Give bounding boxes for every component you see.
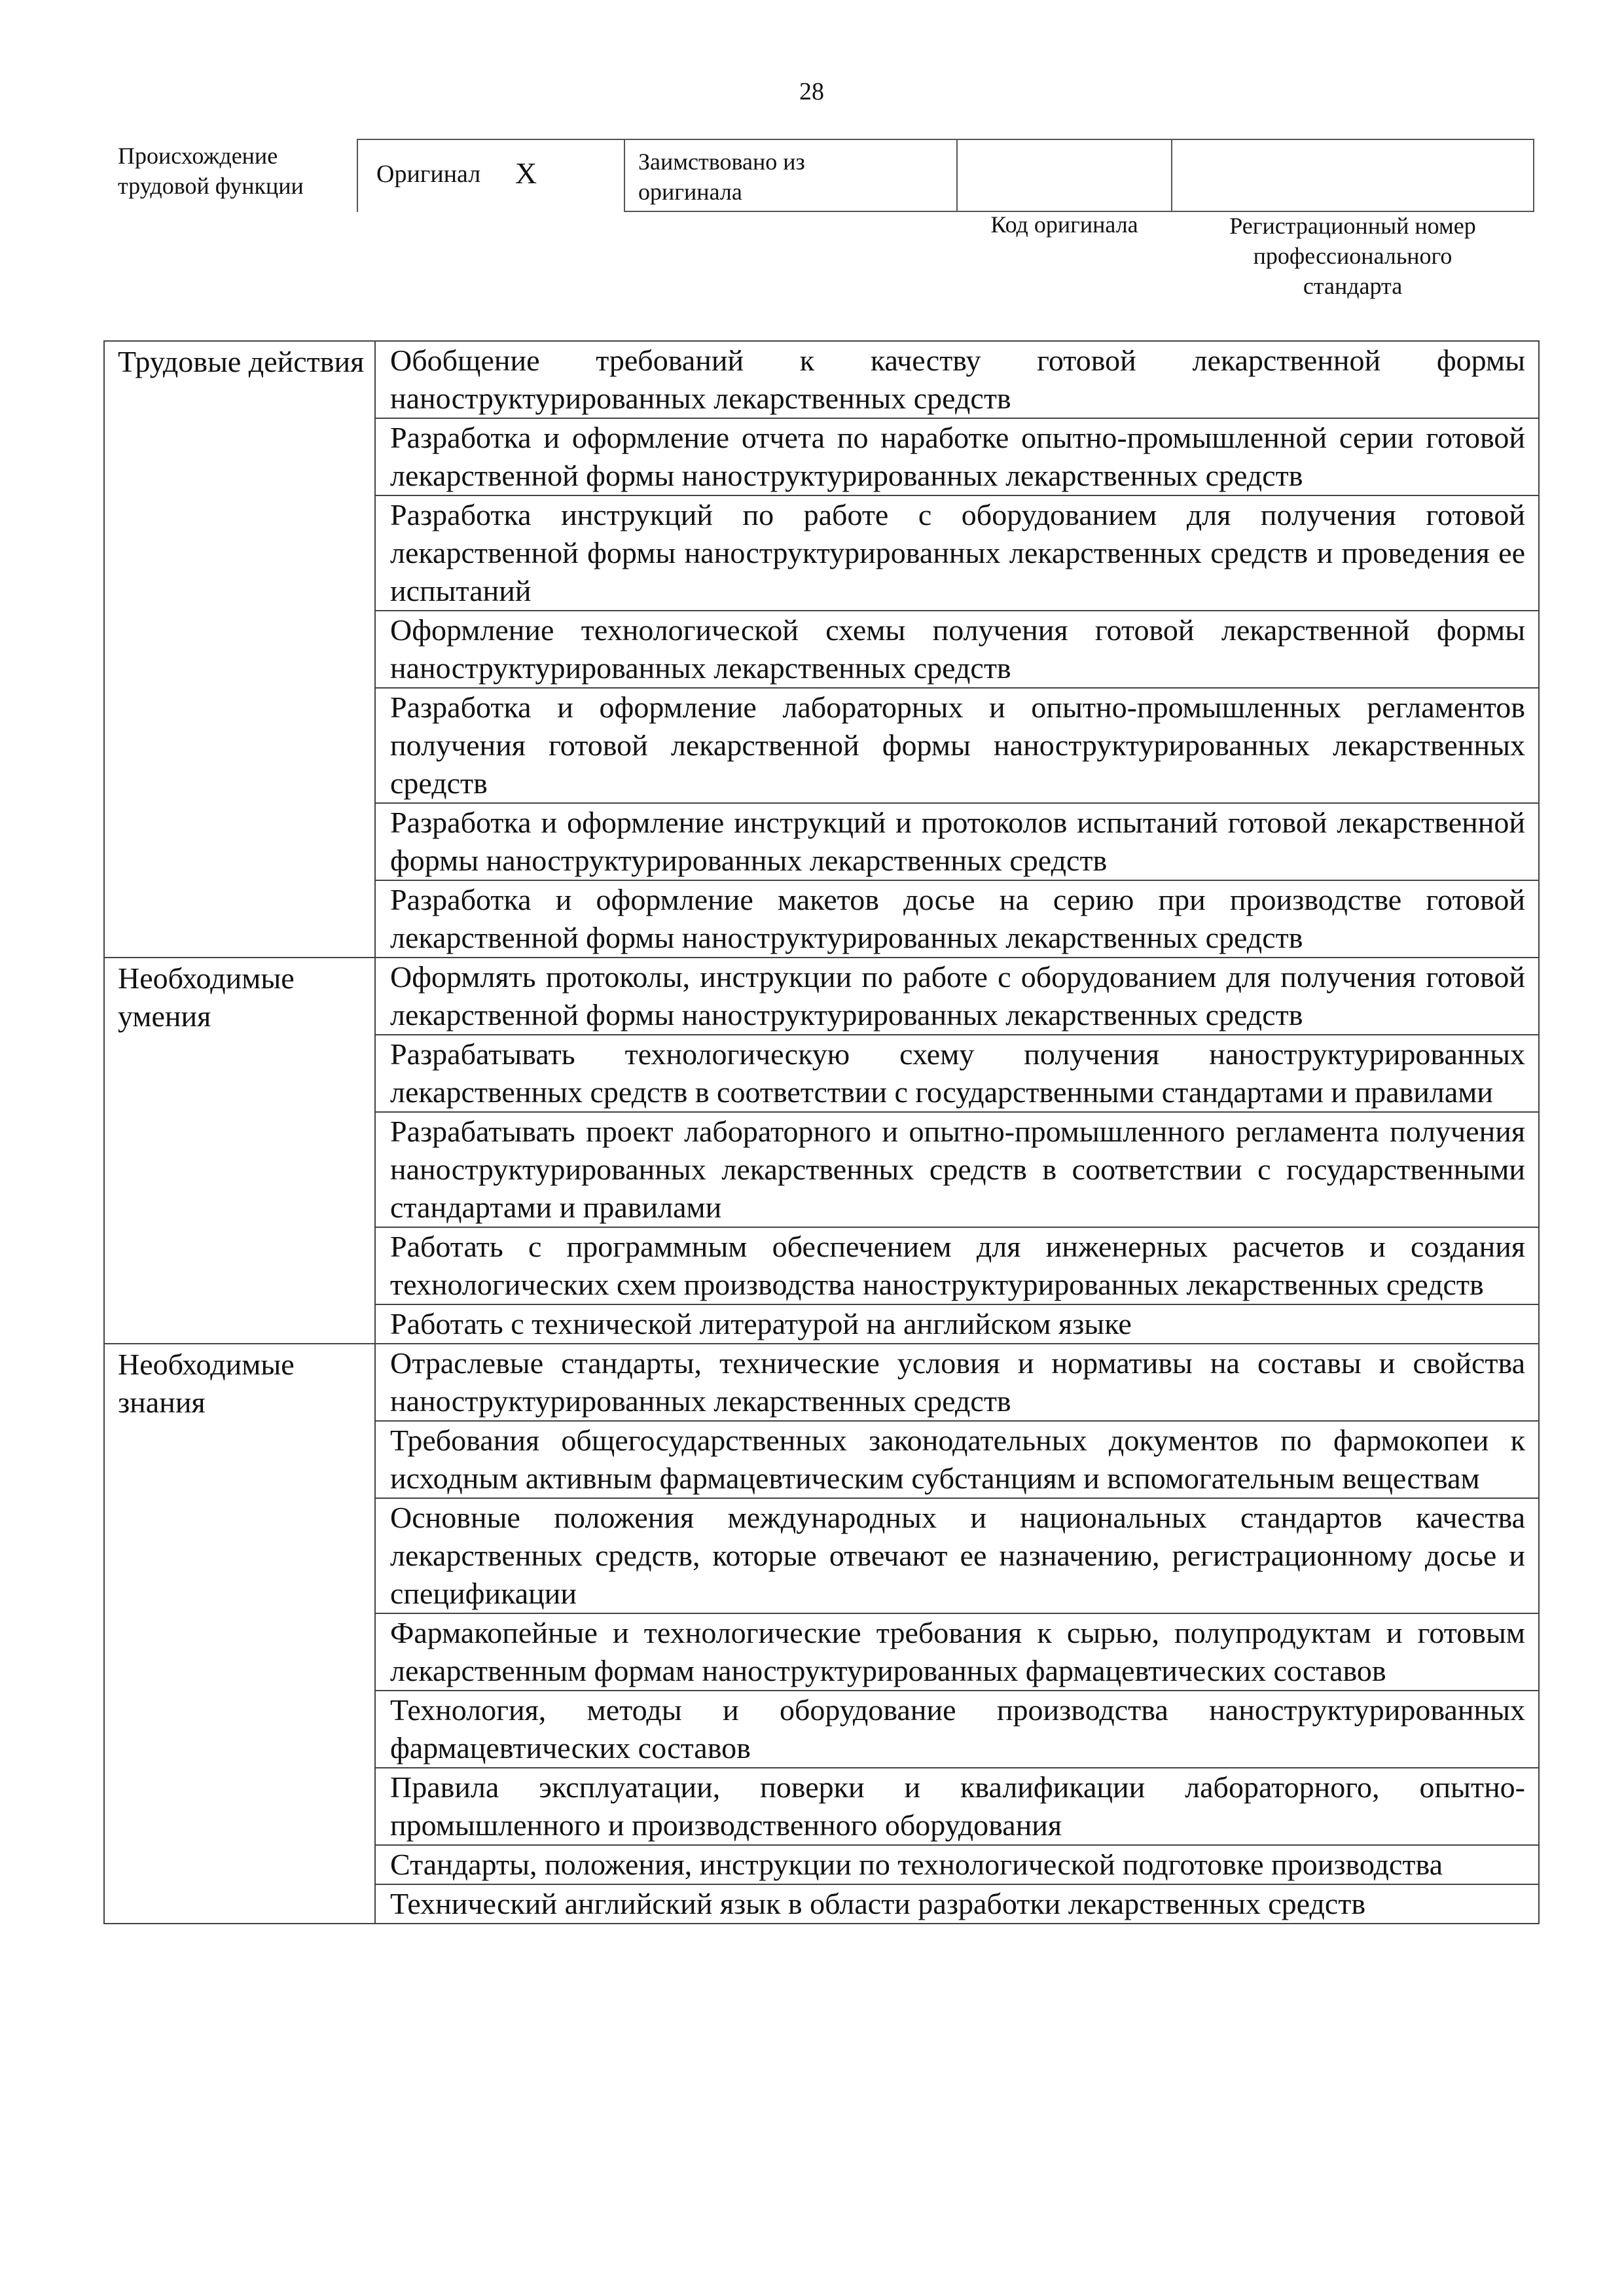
table-cell: Фармакопейные и технологические требования к сырью, полупродуктам и готовым лекарственным формам наноструктурированных фармацевтических составов	[375, 1613, 1539, 1691]
table-cell: Технический английский язык в области разработки лекарственных средств	[375, 1884, 1539, 1924]
table-cell: Разработка и оформление макетов досье на серию при производстве готовой лекарственной формы наноструктурированных лекарственных средств	[375, 880, 1539, 958]
table-cell: Работать с технической литературой на английском языке	[375, 1304, 1539, 1344]
table-cell: Основные положения международных и национальных стандартов качества лекарственных средств, которые отвечают ее назначению, регистрационному досье и спецификации	[375, 1498, 1539, 1613]
original-code-box	[956, 139, 1172, 212]
table-cell: Обобщение требований к качеству готовой лекарственной формы наноструктурированных лекарственных средств	[375, 341, 1539, 418]
original-label: Оригинал	[376, 160, 481, 188]
code-caption: Код оригинала	[990, 211, 1138, 238]
registration-caption-line: Регистрационный номер	[1229, 213, 1476, 239]
table-cell: Отраслевые стандарты, технические условия и нормативы на составы и свойства наноструктурированных лекарственных средств	[375, 1344, 1539, 1421]
table-cell: Требования общегосударственных законодательных документов по фармокопеи к исходным активным фармацевтическим субстанциям и вспомогательным веществам	[375, 1421, 1539, 1498]
table-row	[104, 958, 1539, 1035]
section-title-actions: Трудовые действия	[104, 341, 375, 958]
borrowed-label-line: оригинала	[638, 179, 742, 205]
origin-label	[118, 141, 304, 201]
table-cell: Разработка и оформление отчета по наработке опытно-промышленной серии готовой лекарственной формы наноструктурированных лекарственных средств	[375, 418, 1539, 495]
section-title-knowledge: Необходимые знания	[104, 1344, 375, 1924]
labor-function-table	[103, 340, 1540, 1924]
borrowed-label-line: Заимствовано из	[638, 149, 805, 175]
page-number: 28	[799, 78, 824, 105]
table-row	[104, 1344, 1539, 1421]
origin-label-line: Происхождение	[118, 143, 278, 169]
origin-label-line: трудовой функции	[118, 173, 304, 199]
registration-caption-line: профессионального	[1253, 243, 1453, 269]
table-cell: Разработка инструкций по работе с оборудованием для получения готовой лекарственной формы наноструктурированных лекарственных средств и проведения ее испытаний	[375, 495, 1539, 611]
original-box	[357, 139, 625, 212]
table-cell: Разработка и оформление лабораторных и опытно-промышленных регламентов получения готовой лекарственной формы наноструктурированных лекарственных средств	[375, 688, 1539, 803]
table-cell: Оформление технологической схемы получения готовой лекарственной формы наноструктурированных лекарственных средств	[375, 611, 1539, 688]
table-cell: Технология, методы и оборудование производства наноструктурированных фармацевтических составов	[375, 1691, 1539, 1768]
table-cell: Стандарты, положения, инструкции по технологической подготовке производства	[375, 1845, 1539, 1884]
registration-caption	[1171, 211, 1534, 301]
table-cell: Разрабатывать технологическую схему получения наноструктурированных лекарственных средств в соответствии с государственными стандартами и правилами	[375, 1035, 1539, 1112]
section-title-skills: Необходимые умения	[104, 958, 375, 1344]
table-cell: Разработка и оформление инструкций и протоколов испытаний готовой лекарственной формы наноструктурированных лекарственных средств	[375, 803, 1539, 880]
table-cell: Разрабатывать проект лабораторного и опытно-промышленного регламента получения наноструктурированных лекарственных средств в соответствии с государственными стандартами и правилами	[375, 1112, 1539, 1227]
registration-number-box	[1171, 139, 1534, 212]
borrowed-box	[624, 139, 958, 212]
table-cell: Правила эксплуатации, поверки и квалификации лабораторного, опытно-промышленного и производственного оборудования	[375, 1768, 1539, 1845]
original-mark: X	[515, 156, 537, 190]
registration-caption-line: стандарта	[1303, 273, 1403, 299]
table-row	[104, 341, 1539, 418]
table-cell: Работать с программным обеспечением для инженерных расчетов и создания технологических схем производства наноструктурированных лекарственных средств	[375, 1227, 1539, 1304]
table-cell: Оформлять протоколы, инструкции по работе с оборудованием для получения готовой лекарственной формы наноструктурированных лекарственных средств	[375, 958, 1539, 1035]
